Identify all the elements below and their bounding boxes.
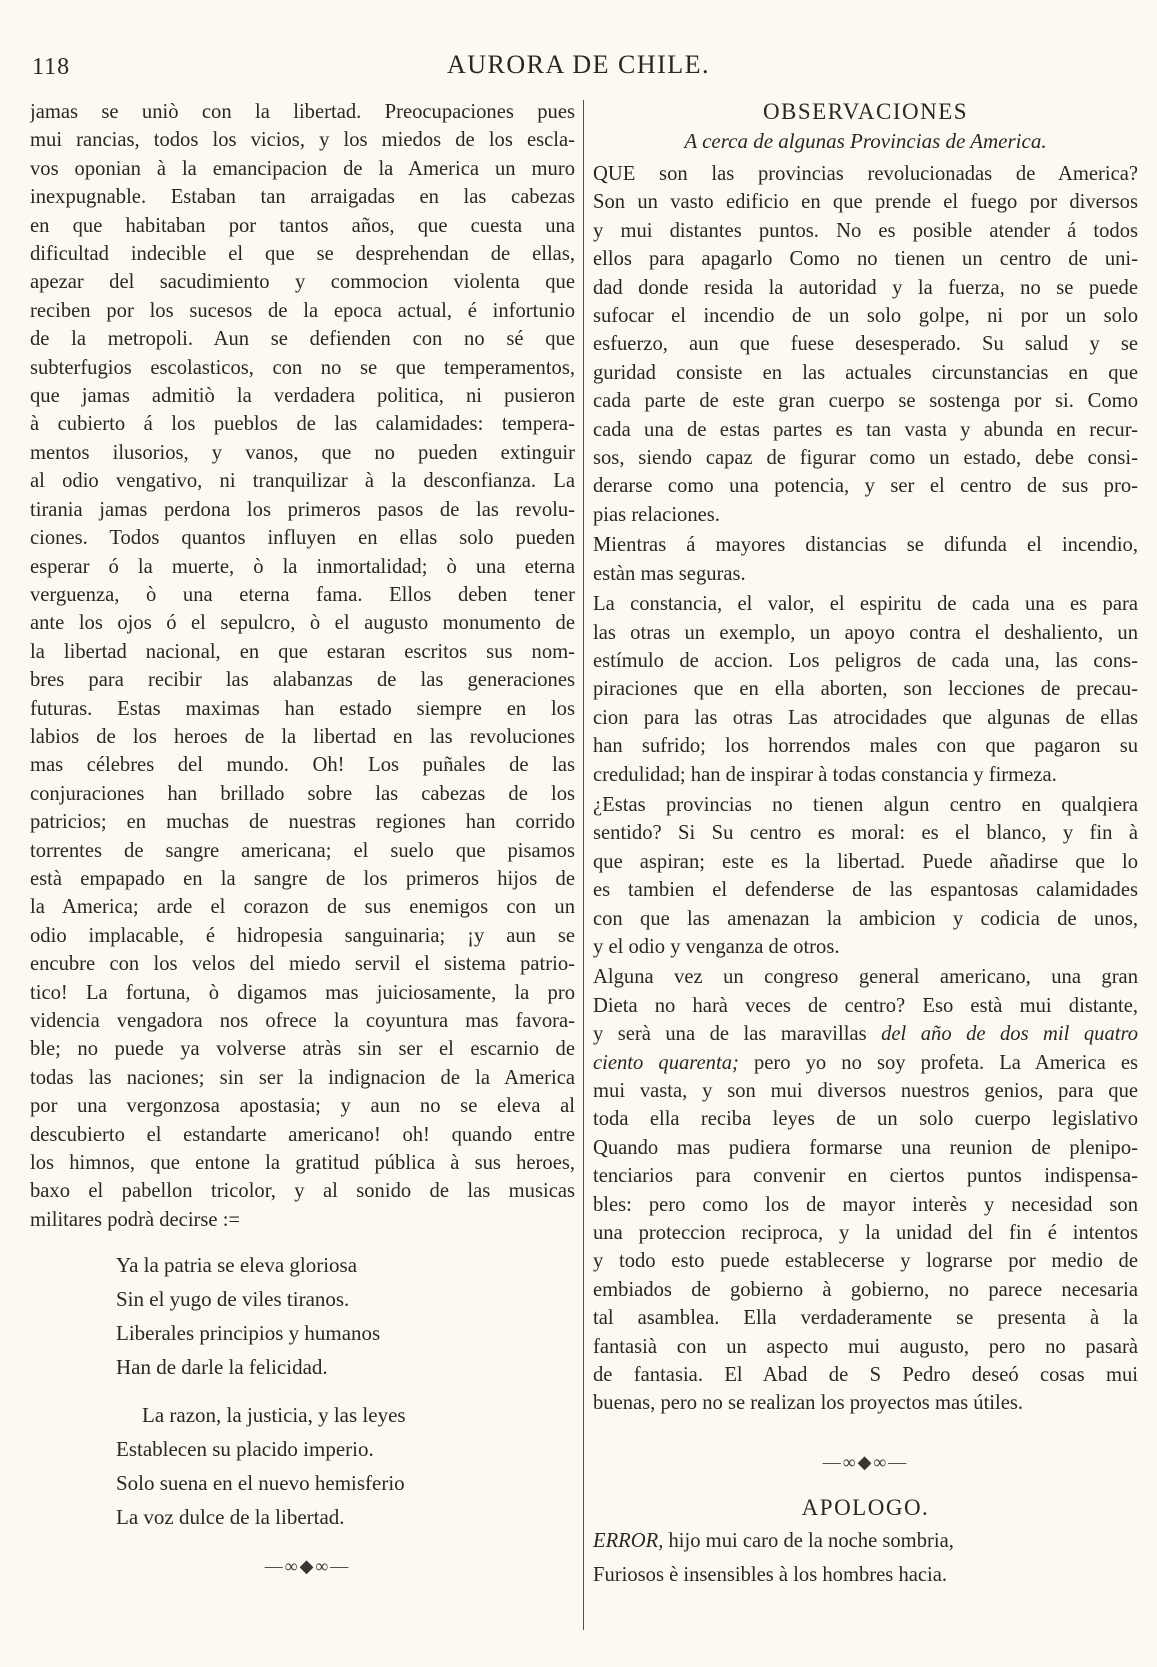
ornament-divider: —∞◆∞— xyxy=(264,1556,351,1577)
text-line: y el odio y venganza de otros. xyxy=(593,935,840,958)
text-line: la America; arde el corazon de sus enemigos con un xyxy=(30,896,575,919)
text-line: de fantasia. El Abad de S Pedro deseó cosas mui xyxy=(593,1364,1138,1387)
text-line: todas las naciones; sin ser la indignacion de la America xyxy=(30,1066,575,1089)
text-line: toda ella reciba leyes de un solo cuerpo legislativo xyxy=(593,1108,1138,1131)
text-line: mentos ilusorios, y vanos, que no pueden extinguir xyxy=(30,441,575,464)
text-line: Dieta no harà veces de centro? Eso està mui distante, xyxy=(593,994,1138,1017)
text-line: al odio vengativo, ni tranquilizar à la desconfianza. La xyxy=(30,470,575,493)
text-line: QUE son las provincias revolucionadas de America? xyxy=(593,163,1138,185)
text-line: bres para recibir las alabanzas de las generaciones xyxy=(30,669,575,692)
text-line: descubierto el estandarte americano! oh! quando entre xyxy=(30,1123,575,1146)
text-line: mui rancias, todos los vicios, y los miedos de los escla- xyxy=(30,129,575,152)
text-line: sentido? Si Su centro es moral: es el blanco, y fin à xyxy=(593,822,1138,845)
text-line: cada parte de este gran cuerpo se sostenga por si. Como xyxy=(593,390,1138,413)
text-line: encubre con los velos del miedo servil el sistema patrio- xyxy=(30,953,575,976)
text-line: ciones. Todos quantos influyen en ellas solo pueden xyxy=(30,527,575,550)
text-line: patricios; en muchas de nuestras regiones han corrido xyxy=(30,811,575,834)
text-line: conjuraciones han brillado sobre las cabezas de los xyxy=(30,782,575,805)
text-line: dificultad indecible el que se desprehendan de ellas, xyxy=(30,243,575,266)
patriotic-poem xyxy=(30,1248,575,1534)
text-line: buenas, pero no se realizan los proyectos mas útiles. xyxy=(593,1392,1024,1415)
text-line: una proteccion reciproca, y la unidad del fin é intentos xyxy=(593,1222,1138,1245)
text-line: Son un vasto edificio en que prende el fuego por diversos xyxy=(593,191,1138,214)
text-line: La constancia, el valor, el espiritu de cada una es para xyxy=(593,593,1138,616)
apologo-verse-line-1 xyxy=(593,1524,1138,1558)
text-line: sufocar el incendio de un solo golpe, ni por un solo xyxy=(593,305,1138,328)
text-line: credulidad; han de inspirar à todas constancia y firmeza. xyxy=(593,763,1057,786)
text-line: ante los ojos ó el sepulcro, ò el augusto monumento de xyxy=(30,612,575,635)
text-line: jamas se uniò con la libertad. Preocupaciones pues xyxy=(30,101,575,123)
apologo-verse xyxy=(593,1524,1138,1592)
text-line-with-italic: ciento quarenta; pero yo no soy profeta. La America es xyxy=(593,1051,1138,1074)
text-line: estímulo de accion. Los peligros de cada una, las cons- xyxy=(593,649,1138,672)
text-line: con que las amenazan la ambicion y codicia de unos, xyxy=(593,907,1138,930)
text-line: que jamas admitiò la verdadera politica, ni pusieron xyxy=(30,385,575,408)
text-line: Quando mas pudiera formarse una reunion de plenipo- xyxy=(593,1136,1138,1159)
page-header xyxy=(30,48,1127,88)
text-line: Mientras á mayores distancias se difunda el incendio, xyxy=(593,534,1138,557)
text-line: tirania jamas perdona los primeros pasos de las revolu- xyxy=(30,498,575,521)
running-title: AURORA DE CHILE. xyxy=(446,50,711,79)
text-line: ellos para apagarlo Como no tienen un centro de uni- xyxy=(593,248,1138,271)
italic-phrase: ciento quarenta; xyxy=(593,1051,739,1074)
text-line: la libertad nacional, en que estaran escritos sus nom- xyxy=(30,640,575,663)
italic-phrase: del año de dos mil quatro xyxy=(881,1023,1138,1046)
text-line: à cubierto á los pueblos de las calamidades: tempera- xyxy=(30,413,575,436)
text-line: cada una de estas partes es tan vasta y abunda en recur- xyxy=(593,418,1138,441)
text-line: verguenza, ò una eterna fama. Ellos deben tener xyxy=(30,583,575,606)
column-divider xyxy=(583,100,584,1630)
text-line: ble; no puede ya volverse atràs sin ser el escarnio de xyxy=(30,1038,575,1061)
text-line: de la metropoli. Aun se defienden con no sé que xyxy=(30,328,575,351)
section-title: OBSERVACIONES xyxy=(762,99,969,124)
text-line: piraciones que en ella aborten, son lecciones de precau- xyxy=(593,678,1138,701)
text-line: esperar ó la muerte, ò la inmortalidad; ò una eterna xyxy=(30,555,575,578)
text-line: mui vasta, y son mui diversos nuestros genios, para que xyxy=(593,1080,1138,1102)
text-line: vos oponian à la emancipacion de la America un muro xyxy=(30,157,575,180)
poem-verse: Establecen su placido imperio. xyxy=(116,1437,374,1462)
text-line: por una vergonzosa apostasia; y aun no se eleva al xyxy=(30,1095,575,1118)
text-line: futuras. Estas maximas han estado siempre en los xyxy=(30,697,575,720)
paragraph-3 xyxy=(593,590,1138,789)
left-column-body xyxy=(30,98,575,1234)
text-line: mas célebres del mundo. Oh! Los puñales de las xyxy=(30,754,575,777)
text-line: derarse como una potencia, y ser el centro de sus pro- xyxy=(593,475,1138,498)
text-line: labios de los heroes de la libertad en las revoluciones xyxy=(30,725,575,748)
text-line: y todo esto puede establecerse y lograrse por medio de xyxy=(593,1250,1138,1273)
text-line: sos, siendo capaz de figurar como un estado, debe consi- xyxy=(593,447,1138,470)
text-line: bles: pero como los de mayor interès y necesidad son xyxy=(593,1193,1138,1216)
left-column xyxy=(30,98,575,1581)
text-line: torrentes de sangre americana; el suelo que pisamos xyxy=(30,839,575,862)
poem-verse: Solo suena en el nuevo hemisferio xyxy=(116,1471,405,1496)
poem-stanza-2 xyxy=(116,1398,575,1534)
text-line: odio implacable, é hidropesia sanguinaria; ¡y aun se xyxy=(30,924,575,947)
apologo-title: APOLOGO. xyxy=(801,1495,930,1521)
section-subtitle: A cerca de algunas Provincias de America. xyxy=(684,129,1047,153)
right-column xyxy=(593,98,1138,1592)
paragraph-5 xyxy=(593,963,1138,1418)
text-line: las otras un exemplo, un apoyo contra el deshaliento, un xyxy=(593,621,1138,644)
text-line: es tambien el defenderse de las espantosas calamidades xyxy=(593,879,1138,902)
text-line: estàn mas seguras. xyxy=(593,562,746,585)
text-line-with-italic: y serà una de las maravillas del año de dos mil quatro xyxy=(593,1023,1138,1046)
text-line: que aspiran; este es la libertad. Puede añadirse que lo xyxy=(593,850,1138,873)
text-line: esfuerzo, aun que fuese desesperado. Su salud y se xyxy=(593,333,1138,356)
poem-verse: Liberales principios y humanos xyxy=(116,1321,381,1346)
text-line: fantasià con un aspecto mui augusto, pero no pasarà xyxy=(593,1335,1138,1358)
text-line: tenciarios para convenir en ciertos puntos indispensa- xyxy=(593,1165,1138,1188)
text-line: tal asamblea. Ella verdaderamente se presenta à la xyxy=(593,1307,1138,1330)
poem-verse: Sin el yugo de viles tiranos. xyxy=(116,1287,350,1312)
ornament-divider: —∞◆∞— xyxy=(822,1451,909,1472)
poem-verse: Ya la patria se eleva gloriosa xyxy=(116,1253,358,1278)
text-line: pias relaciones. xyxy=(593,503,720,526)
text-line: dad donde resida la autoridad y la fuerza, no se puede xyxy=(593,276,1138,299)
text-line: embiados de gobierno à gobierno, no parece necesaria xyxy=(593,1278,1138,1301)
text-line: ¿Estas provincias no tienen algun centro en qualqiera xyxy=(593,793,1138,816)
poem-verse: La razon, la justicia, y las leyes xyxy=(142,1403,406,1428)
text-line: cion para las otras Las atrocidades que algunas de ellas xyxy=(593,706,1138,729)
text-line: tico! La fortuna, ò digamos mas juiciosamente, la pro xyxy=(30,981,575,1004)
text-line: baxo el pabellon tricolor, y al sonido de las musicas xyxy=(30,1180,575,1203)
paragraph-1 xyxy=(593,160,1138,529)
text-line: los himnos, que entone la gratitud pública à sus heroes, xyxy=(30,1152,575,1175)
paragraph-4 xyxy=(593,791,1138,961)
text-line: y mui distantes puntos. No es posible atender á todos xyxy=(593,219,1138,242)
paragraph-2 xyxy=(593,531,1138,588)
poem-verse: La voz dulce de la libertad. xyxy=(116,1505,345,1530)
page-number: 118 xyxy=(32,54,71,80)
poem-verse: Han de darle la felicidad. xyxy=(116,1355,328,1380)
apologo-verse-1-text: hijo mui caro de la noche sombria, xyxy=(663,1530,954,1553)
text-line: apezar del sacudimiento y commocion violenta que xyxy=(30,271,575,294)
poem-stanza-1 xyxy=(116,1248,575,1384)
text-line: han sufrido; los horrendos males con que pagaron su xyxy=(593,735,1138,758)
text-line: subterfugios escolasticos, con no se que temperamentos, xyxy=(30,356,575,379)
text-line: Alguna vez un congreso general americano, una gran xyxy=(593,966,1138,989)
apologo-lead-word: ERROR, xyxy=(593,1530,664,1553)
text-line: guridad consiste en las actuales circunstancias en que xyxy=(593,361,1138,384)
text-line: militares podrà decirse := xyxy=(30,1208,241,1231)
text-line: inexpugnable. Estaban tan arraigadas en las cabezas xyxy=(30,186,575,209)
text-line: està empapado en la sangre de los primeros hijos de xyxy=(30,867,575,890)
apologo-verse-line-2: Furiosos è insensibles à los hombres hacia. xyxy=(593,1564,948,1587)
text-line: reciben por los sucesos de la epoca actual, é infortunio xyxy=(30,299,575,322)
text-line: videncia vengadora nos ofrece la coyuntura mas favora- xyxy=(30,1010,575,1032)
text-line: en que habitaban por tantos años, que cuesta una xyxy=(30,214,575,237)
